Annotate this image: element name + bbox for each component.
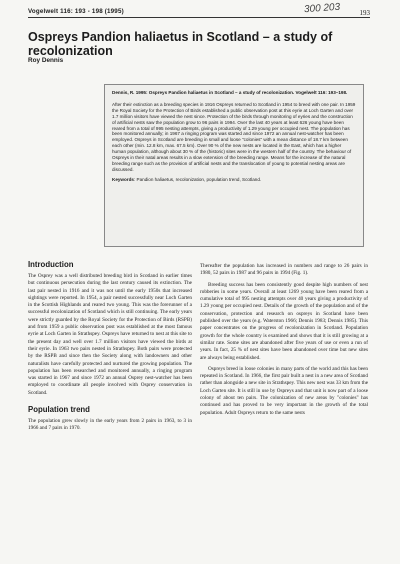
introduction-heading: Introduction <box>28 260 74 269</box>
left-column <box>28 260 192 560</box>
keywords-text: Pandion haliaetus, recolonization, population trend, Scotland. <box>136 176 262 182</box>
page-number: 193 <box>359 9 370 17</box>
keywords-label: Keywords <box>112 176 134 182</box>
population-trend-paragraph: The population grew slowly in the early years from 2 pairs in 1963, to 3 in 1966 and 7 pairs in 1970. <box>28 418 192 432</box>
population-trend-heading: Population trend <box>28 405 90 415</box>
abstract-box <box>104 84 364 247</box>
handwritten-stamp: 300 203 <box>303 1 341 16</box>
introduction-paragraph: The Osprey was a well distributed breeding bird in Scotland in earlier times but continuous persecution during the last century caused its extinction. The last pair nested in 1916 and it was not until the early 1950s that increased sightings were reported. In 1954, a pair nested successfully near Loch Garten in the Scottish Highlands and reared two young. This was the forerunner of a successful recolonization of Scotland which is still continuing. The early years were strictly guarded by the Royal Society for the Protection of Birds (RSPB) and from 1959 a public observation post was established at the most famous eyrie at Loch Garten in Strathspey. Ospreys have returned to nest at this site to the present day and well over 1.7 million visitors have viewed the birds at their eyrie. In 1963 two pairs nested in Strathspey. Both pairs were protected by the RSPB and since then the Society along with landowners and other naturalists have carefully protected and nurtured the growing population. The population has been researched and monitored annually, a ringing program was started in 1967 and since 1972 an annual Osprey nest-watcher has been employed to coordinate all people involved with Osprey conservation in Scotland. <box>28 273 192 396</box>
article-title: Ospreys Pandion haliaetus in Scotland – a study of recolonization <box>28 30 333 58</box>
keywords-line: Keywords: Pandion haliaetus, recolonization, population trend, Scotland. <box>112 176 262 182</box>
abstract-citation: Dennis, R. 1995: Ospreys Pandion haliaetus in Scotland – a study of recolonization. Vogelwelt 116: 193–198. <box>112 90 348 95</box>
right-column <box>200 263 368 563</box>
abstract-text: After their extinction as a breeding species in 1916 Ospreys returned to Scotland in 1954 to breed with one pair. In 1959 the Royal Society for the Protection of Birds established a public observation post at this eyrie at Loch Garten and over 1.7 million visitors have viewed the nest since. Protection of the birds through monitoring of eyries and the construction of artificial nests saw the population grow to 96 pairs in 1994. Over the last 40 years at least 626 young have been reared from a total of 995 nesting attempts, giving a productivity of 1.29 young per occupied nest. The population has been monitored annually; in 1967 a ringing program was started and since 1972 an annual nest-watcher has been employed. Ospreys in Scotland are breeding in small and loose "colonies" with a mean distance of 18.7 km between each other (min. 12.8 km, max. 67.5 km). Over 90 % of the new nests are located in the East, which has a higher human population, although about 30 % of the (historic) sites were in the western half of the country. The behaviour of Ospreys in their natal areas results in a slow extension of the breeding range. Means for the increase of the natural breeding range such as the provision of artificial nests and the translocation of young to potential nesting areas are discussed. <box>112 101 356 172</box>
body-paragraph-3: Ospreys breed in loose colonies in many parts of the world and this has been repeated in Scotland. In 1966, the first pair built a nest in a new area of Scotland rather than alongside a new site in Strathspey. This new nest was 33 km from the Loch Garten site. It is still in use by Ospreys and that unit is now part of a loose colony of about ten pairs. The colonization of new areas by "colonies" has continued and has proved to be very important in the growth of the total population. Adult Ospreys return to the same nests <box>200 365 368 416</box>
header-rule <box>28 17 370 18</box>
article-author: Roy Dennis <box>28 57 64 64</box>
journal-citation-header: Vogelwelt 116: 193 - 198 (1995) <box>28 8 124 15</box>
body-paragraph-2: Breeding success has been consistently good despite high numbers of nest robberies in some years. Overall at least 1269 young have been reared from a cumulative total of 995 nesting attempts over 40 years giving a productivity of 1.29 young per occupied nest. Details of the growth of the population and of the conservation, protection and research on ospreys in Scotland have been published over the years (e.g. Waterston 1966; Dennis 1983; Dennis 1985). This paper concentrates on the progress of recolonization in Scotland. Population growth for the whole country is examined and shows that it is still growing at a similar rate. Some sites are abandoned after five years of use or even a run of years. In fact, 25 % of nest sites have been abandoned over time but new sites are always being established. <box>200 281 368 361</box>
body-paragraph-1: Thereafter the population has increased in numbers and range to 26 pairs in 1980, 52 pairs in 1987 and 96 pairs in 1994 (Fig. 1). <box>200 263 368 277</box>
